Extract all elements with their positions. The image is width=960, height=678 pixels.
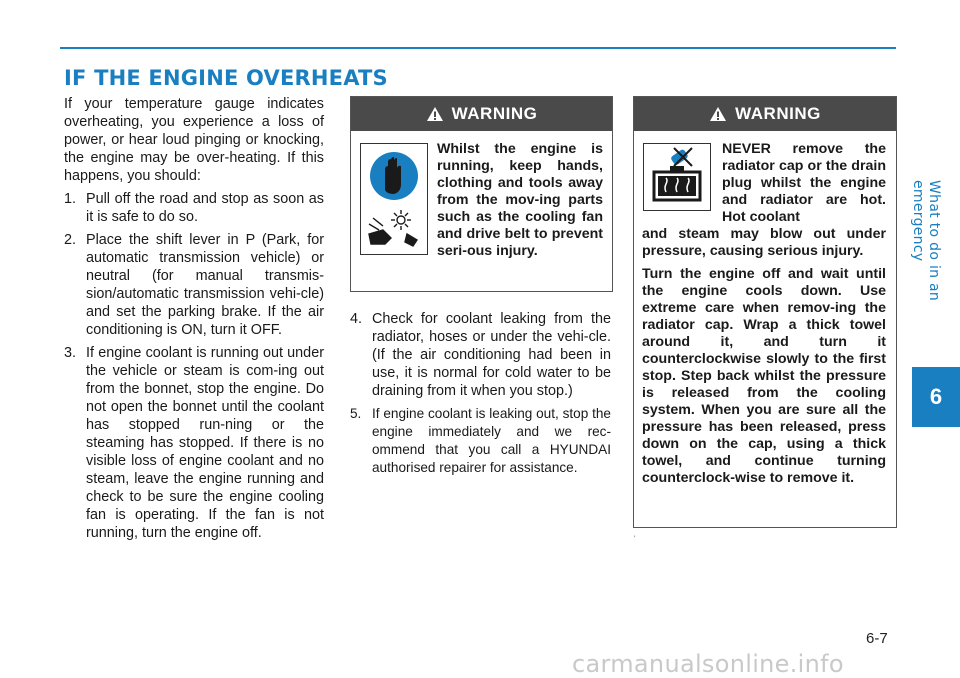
tiny-mark: ʻ [634, 536, 636, 543]
hand-fan-warning-icon [360, 143, 428, 255]
body-column-middle [350, 310, 611, 482]
chapter-tab: 6 [912, 367, 960, 427]
steps-list-left [64, 190, 324, 542]
list-item: 3. If engine coolant is running out under the vehicle or steam is com-ing out from the bonnet, stop the engine. Do not open the bonnet until the coolant has stopped run-ning or the steaming has stopped. If there is no visible loss of engine coolant and no steam, leave the engine running and check to be sure the engine cooling fan is operating. If the fan is not running, turn the engine off. [64, 345, 324, 541]
list-item: 1. Pull off the road and stop as soon as it is safe to do so. [64, 191, 324, 225]
watermark: carmanualsonline.info [572, 650, 844, 678]
page-number: 6-7 [866, 630, 888, 647]
warning-box-radiator [633, 96, 897, 528]
warning-box-hands [350, 96, 613, 292]
warning-text: NEVER remove the radiator cap or the drain plug whilst the engine and radiator are hot. Hot coolant and steam may blow out under pressure, causing serious injury. Turn the engine off and wait until the engine cools down. Use extreme care when remov-ing the radiator cap. Wrap a thick towel around it, and turn it counterclockwise slowly to the first stop. Step back whilst the pressure is released from the cooling system. When you are sure all the pressure has been released, press down on the cap, using a thick towel, and continue turning counterclock-wise to remove it. [642, 141, 886, 486]
warning-header: WARNING [351, 97, 612, 131]
intro-paragraph: If your temperature gauge indicates overheating, you experience a loss of power, or hear loud pinging or knocking, the engine may be over-heating. If this happens, you should: [64, 96, 324, 184]
top-rule [60, 47, 896, 49]
chapter-tab-label: What to do in an emergency [910, 180, 942, 302]
steps-list-middle [350, 310, 611, 477]
list-item: 2. Place the shift lever in P (Park, for automatic transmission vehicle) or neutral (for manual transmis-sion/automatic transmission vehi-cle) and set the parking brake. If the air conditioning is ON, turn it OFF. [64, 232, 324, 338]
warning-triangle-icon [709, 106, 727, 122]
warning-triangle-icon [426, 106, 444, 122]
list-item: 5. If engine coolant is leaking out, stop the engine immediately and we rec-ommend that you call a HYUNDAI authorised repairer for assistance. [350, 406, 611, 475]
body-column-left [64, 95, 324, 547]
warning-text: Whilst the engine is running, keep hands, clothing and tools away from the mov-ing parts such as the cooling fan and drive belt to prevent seri-ous injury. [437, 141, 603, 259]
warning-header: WARNING [634, 97, 896, 131]
section-title: IF THE ENGINE OVERHEATS [64, 66, 388, 90]
list-item: 4. Check for coolant leaking from the radiator, hoses or under the vehi-cle. (If the air conditioning had been in use, it is normal for cold water to be draining from it when you stop.) [350, 311, 611, 399]
